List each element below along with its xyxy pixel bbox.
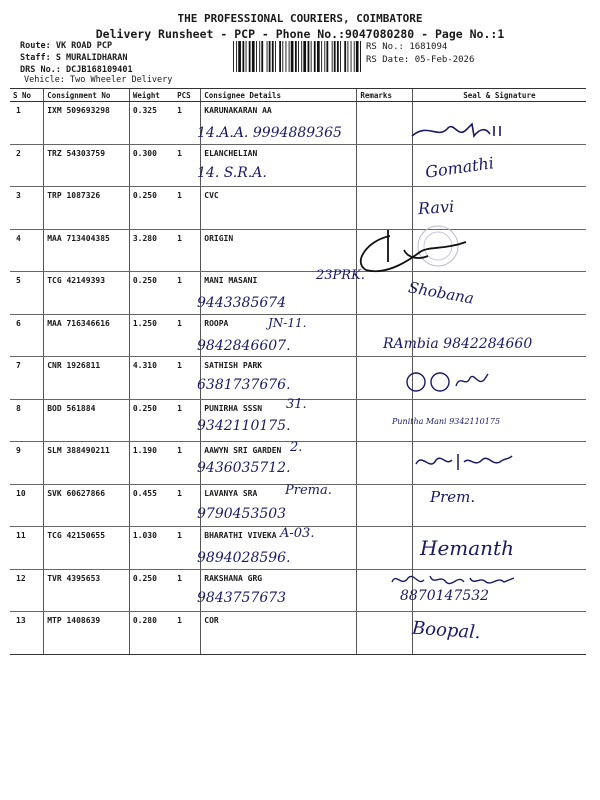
consignee-name: ORIGIN [201, 229, 357, 272]
runsheet-title: Delivery Runsheet - PCP - Phone No.:9047080280 - Page No.:1 [95, 27, 505, 41]
remarks [357, 144, 412, 187]
consignee-name: PUNIRHA SSSN [201, 399, 357, 442]
consignee-name: KARUNAKARAN AA [201, 102, 357, 145]
weight: 0.300 [129, 144, 174, 187]
consignment-no: MTP 1408639 [44, 612, 130, 655]
consignment-no: IXM 509693298 [44, 102, 130, 145]
consignee-name: COR [201, 612, 357, 655]
consignment-no: MAA 716346616 [44, 314, 130, 357]
remarks [357, 102, 412, 145]
hw-row8-addr: 31. [286, 397, 307, 412]
staff-label: Staff: S MURALIDHARAN [20, 53, 128, 63]
weight: 0.250 [129, 187, 174, 230]
table-header-row [10, 89, 586, 102]
hw-row7-phone: 6381737676. [197, 377, 291, 393]
signature-row13: Boopal. [411, 617, 482, 644]
pcs: 1 [174, 102, 201, 145]
weight: 3.280 [129, 229, 174, 272]
signature-row5: Shobana [406, 278, 476, 308]
consignee-name: SATHISH PARK [201, 357, 357, 400]
hw-row5-addr: 23PRK. [316, 268, 365, 283]
consignment-no: TVR 4395653 [44, 569, 130, 612]
consignee-name: BHARATHI VIVEKA [201, 527, 357, 570]
row-sno: 1 [10, 102, 44, 145]
consignee-name: RAKSHANA GRG [201, 569, 357, 612]
weight: 4.310 [129, 357, 174, 400]
signature-row3: Ravi [417, 196, 455, 219]
rs-date: RS Date: 05-Feb-2026 [366, 55, 475, 65]
consignee-name: MANI MASANI [201, 272, 357, 315]
row-sno: 2 [10, 144, 44, 187]
consignment-no: TCG 42149393 [44, 272, 130, 315]
table-row [10, 229, 586, 272]
hw-row12-phone: 9843757673 [197, 590, 287, 606]
consignment-no: SLM 388490211 [44, 442, 130, 485]
consignee-name: ROOPA [201, 314, 357, 357]
remarks [357, 527, 412, 570]
col-consignee: Consignee Details [201, 89, 357, 102]
row-sno: 7 [10, 357, 44, 400]
row-sno: 8 [10, 399, 44, 442]
vehicle-label: Vehicle: Two Wheeler Delivery [24, 75, 173, 85]
row-sno: 9 [10, 442, 44, 485]
signature-row10: Prem. [430, 488, 476, 506]
signature-row7 [400, 368, 500, 394]
signature-row9 [412, 448, 522, 476]
pcs: 1 [174, 442, 201, 485]
pcs: 1 [174, 399, 201, 442]
consignment-no: TRZ 54303759 [44, 144, 130, 187]
weight: 0.455 [129, 484, 174, 527]
col-seal: Seal & Signature [412, 89, 586, 102]
table-row [10, 612, 586, 655]
pcs: 1 [174, 314, 201, 357]
consignment-no: BOD 561884 [44, 399, 130, 442]
row-sno: 3 [10, 187, 44, 230]
company-name: THE PROFESSIONAL COURIERS, COIMBATORE [177, 12, 423, 25]
signature-row12-script [388, 570, 528, 590]
consignment-no: MAA 713404385 [44, 229, 130, 272]
row-sno: 11 [10, 527, 44, 570]
consignment-no: TCG 42150655 [44, 527, 130, 570]
hw-row10-phone: 9790453503 [197, 506, 287, 522]
row-sno: 4 [10, 229, 44, 272]
signature-row1 [408, 120, 508, 142]
hw-row11-phone: 9894028596. [197, 550, 291, 566]
weight: 1.190 [129, 442, 174, 485]
signature-row6: RAmbia 9842284660 [383, 336, 533, 352]
weight: 0.250 [129, 272, 174, 315]
barcode [233, 41, 361, 72]
row-sno: 10 [10, 484, 44, 527]
table-row [10, 272, 586, 315]
consignee-name: CVC [201, 187, 357, 230]
row-sno: 12 [10, 569, 44, 612]
hw-row2-addr: 14. S.R.A. [197, 165, 267, 181]
remarks [357, 484, 412, 527]
drs-label: DRS No.: DCJB168109401 [20, 65, 133, 75]
consignee-name: LAVANYA SRA [201, 484, 357, 527]
col-consignment: Consignment No [44, 89, 130, 102]
weight: 0.250 [129, 399, 174, 442]
pcs: 1 [174, 357, 201, 400]
pcs: 1 [174, 484, 201, 527]
weight: 1.030 [129, 527, 174, 570]
col-sno: S No [10, 89, 44, 102]
pcs: 1 [174, 612, 201, 655]
table-row [10, 187, 586, 230]
signature-row2: Gomathi [424, 153, 495, 182]
weight: 0.250 [129, 569, 174, 612]
remarks [357, 612, 412, 655]
hw-row9-phone: 9436035712. [197, 460, 291, 476]
pcs: 1 [174, 527, 201, 570]
pcs: 1 [174, 187, 201, 230]
hw-row10-name: Prema. [285, 483, 332, 498]
hw-row8-phone: 9342110175. [197, 418, 291, 434]
pcs: 1 [174, 144, 201, 187]
hw-row9-addr: 2. [290, 440, 303, 455]
weight: 0.325 [129, 102, 174, 145]
col-weight: Weight [129, 89, 174, 102]
hw-row1-phone: 14.A.A. 9994889365 [197, 125, 342, 141]
hw-row6-phone: 9842846607. [197, 338, 291, 354]
consignment-no: SVK 60627866 [44, 484, 130, 527]
row-sno: 13 [10, 612, 44, 655]
route-label: Route: VK ROAD PCP [20, 41, 113, 51]
consignee-name: ELANCHELIAN [201, 144, 357, 187]
weight: 0.280 [129, 612, 174, 655]
consignment-no: CNR 1926811 [44, 357, 130, 400]
col-remarks: Remarks [357, 89, 412, 102]
hw-row6-addr: JN-11. [268, 316, 307, 330]
signature-row8: Punitha Mani 9342110175 [392, 417, 501, 426]
remarks [357, 442, 412, 485]
pcs: 1 [174, 569, 201, 612]
col-pcs: PCS [174, 89, 201, 102]
hw-row5-phone: 9443385674 [197, 295, 287, 311]
pcs: 1 [174, 229, 201, 272]
consignment-no: TRP 1087326 [44, 187, 130, 230]
pcs: 1 [174, 272, 201, 315]
row-sno: 5 [10, 272, 44, 315]
table-row [10, 144, 586, 187]
consignee-name: AAWYN SRI GARDEN [201, 442, 357, 485]
signature-row12: 8870147532 [400, 588, 490, 604]
signature-row4 [348, 222, 478, 282]
weight: 1.250 [129, 314, 174, 357]
signature-row11: Hemanth [420, 536, 514, 560]
row-sno: 6 [10, 314, 44, 357]
hw-row11-addr: A-03. [280, 526, 315, 541]
rs-number: RS No.: 1681094 [366, 42, 448, 52]
